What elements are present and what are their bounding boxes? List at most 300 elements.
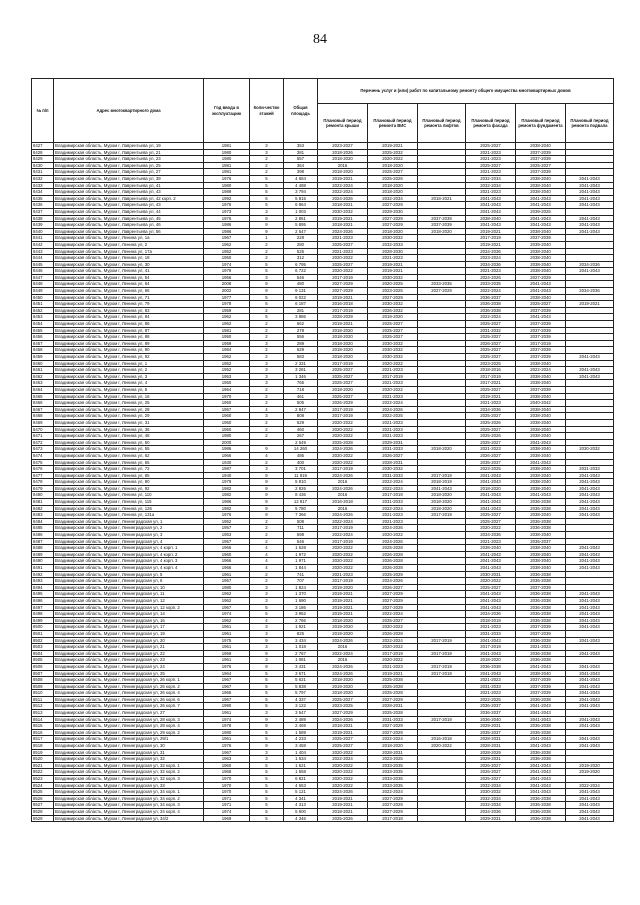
cell-roof: 2017-2019 [318,466,368,473]
cell-address: Владимирская область, Муром г, Ленинградская ул, 32 корп. 3 [54,776,204,783]
cell-address: Владимирская область, Муром г, Лаврентьева ул, 41 [54,182,204,189]
cell-id: 8467 [32,406,54,413]
cell-address: Владимирская область, Муром г, Ленинградская ул, 34 корп. 2 [54,795,204,802]
cell-floors: 9 [250,472,284,479]
table-row [32,446,614,453]
cell-roof: 2020-2022 [318,419,368,426]
cell-vis: 2030-2032 [368,274,418,281]
cell-elevators [418,386,466,393]
cell-area: 5 780 [284,505,318,512]
cell-area: 6 821 [284,776,318,783]
table-row [32,624,614,631]
cell-facade: 2041-2043 [466,637,516,644]
cell-elevators: 2017-2019 [418,663,466,670]
cell-address: Владимирская область, Муром г, Ленина ул, 92 [54,354,204,361]
cell-area: 825 [284,630,318,637]
cell-facade: 2041-2043 [466,222,516,229]
cell-address: Владимирская область, Муром г, Ленинградская ул, 28 корп. 4 [54,723,204,730]
cell-year: 1970 [204,782,250,789]
table-row [32,426,614,433]
cell-elevators [418,459,466,466]
cell-basement: 2041-2043 [566,367,614,374]
cell-elevators: 2033-2035 [418,281,466,288]
cell-roof: 2023-2025 [318,703,368,710]
cell-address: Владимирская область, Муром г, Ленина ул, 1а [54,235,204,242]
cell-address: Владимирская область, Муром г, Ленина ул, 92 [54,485,204,492]
cell-basement: 2041-2043 [566,743,614,750]
cell-id: 8456 [32,334,54,341]
cell-facade: 2025-2027 [466,347,516,354]
cell-year: 1974 [204,808,250,815]
cell-foundation: 2037-2039 [516,149,566,156]
cell-basement: 2019-2021 [566,301,614,308]
cell-id: 8482 [32,505,54,512]
cell-foundation: 2041-2043 [516,281,566,288]
cell-address: Владимирская область, Муром г, Ленинградская ул, 4 корп. 1 [54,545,204,552]
cell-facade: 2025-2026 [466,433,516,440]
cell-roof: 2020-2022 [318,545,368,552]
cell-floors: 5 [250,604,284,611]
cell-elevators [418,433,466,440]
cell-vis: 2022-2024 [368,479,418,486]
cell-basement: 2041-2043 [566,677,614,684]
header-address: Адрес многоквартирного дома [54,79,204,143]
cell-floors: 3 [250,584,284,591]
cell-facade: 2041-2043 [466,479,516,486]
table-row [32,175,614,182]
cell-facade: 2036-2040 [466,716,516,723]
cell-foundation: 2038-2040 [516,558,566,565]
cell-elevators [418,795,466,802]
cell-area: 3 671 [284,670,318,677]
cell-area: 5 121 [284,789,318,796]
cell-floors: 3 [250,624,284,631]
cell-vis: 2021-2023 [368,367,418,374]
cell-basement [566,452,614,459]
cell-basement: 2041-2043 [566,512,614,519]
cell-floors: 9 [250,492,284,499]
table-row [32,571,614,578]
cell-elevators: 2017-2019 [418,716,466,723]
cell-roof: 2024-2026 [318,228,368,235]
table-row [32,762,614,769]
cell-floors: 5 [250,677,284,684]
cell-address: Владимирская область, Муром г, Ленина ул, 66 [54,288,204,295]
cell-address: Владимирская область, Муром г, Ленинградская ул, 28 корп. 3 [54,716,204,723]
cell-foundation: 2036-2038 [516,637,566,644]
cell-floors: 3 [250,591,284,598]
header-basement: Плановый период ремонта подвала [566,104,614,143]
cell-id: 8447 [32,274,54,281]
cell-address: Владимирская область, Муром г, Ленина ул, 65 [54,459,204,466]
cell-floors: 5 [250,696,284,703]
cell-id: 8493 [32,578,54,585]
cell-vis: 2017-2019 [368,492,418,499]
cell-area: 4 341 [284,795,318,802]
cell-id: 8438 [32,215,54,222]
cell-year: 2008 [204,281,250,288]
cell-elevators: 2020-2022 [418,743,466,750]
cell-floors: 9 [250,637,284,644]
cell-foundation: 2037-2039 [516,321,566,328]
cell-year: 1962 [204,597,250,604]
cell-area: 629 [284,347,318,354]
cell-year: 1980 [204,156,250,163]
cell-roof: 2024-2026 [318,716,368,723]
cell-address: Владимирская область, Муром г, Ленинградская ул, 30 [54,743,204,750]
cell-roof: 2017-2019 [318,413,368,420]
cell-roof: 2024-2026 [318,195,368,202]
cell-basement [566,321,614,328]
cell-vis: 2026-2028 [368,630,418,637]
cell-address: Владимирская область, Муром г, Ленина ул, 4 [54,380,204,387]
cell-roof: 2025-2027 [318,261,368,268]
cell-year: 1957 [204,525,250,532]
cell-elevators [418,373,466,380]
cell-roof: 2017-2019 [318,538,368,545]
cell-roof: 2022-2024 [318,518,368,525]
cell-area: 400 [284,459,318,466]
cell-roof: 2018-2020 [318,169,368,176]
cell-floors: 3 [250,597,284,604]
cell-id: 8443 [32,248,54,255]
cell-elevators [418,255,466,262]
cell-vis: 2033-2035 [368,769,418,776]
cell-area: 3 434 [284,637,318,644]
cell-area: 381 [284,149,318,156]
cell-roof: 2020-2022 [318,749,368,756]
cell-id: 8528 [32,808,54,815]
cell-floors [250,439,284,446]
cell-elevators [418,729,466,736]
cell-foundation: 2041-2043 [516,202,566,209]
cell-foundation: 2041-2043 [516,716,566,723]
cell-address: Владимирская область, Муром г, Ленина ул, 84 [54,314,204,321]
header-elevators: Плановый период ремонта лифтов [418,104,466,143]
cell-floors: 2 [250,327,284,334]
cell-vis: 2019-2021 [368,268,418,275]
cell-foundation: 2041-2043 [516,789,566,796]
cell-floors: 9 [250,479,284,486]
cell-vis: 2017-2019 [368,650,418,657]
table-row [32,255,614,262]
cell-vis: 2026-2027 [368,584,418,591]
cell-vis: 2027-2029 [368,597,418,604]
cell-vis: 2022-2024 [368,505,418,512]
cell-floors: 5 [250,776,284,783]
cell-elevators [418,558,466,565]
cell-basement: 2041-2043 [566,617,614,624]
cell-facade: 2038-2040 [466,545,516,552]
cell-area: 2 826 [284,485,318,492]
cell-year: 1959 [204,650,250,657]
cell-id: 8481 [32,499,54,506]
cell-year: 1966 [204,545,250,552]
cell-vis: 2020-2022 [368,386,418,393]
table-row [32,604,614,611]
table-row [32,472,614,479]
cell-facade: 2025-2026 [466,419,516,426]
cell-year: 1984 [204,347,250,354]
cell-roof: 2024-2026 [318,485,368,492]
cell-basement [566,156,614,163]
cell-floors: 3 [250,644,284,651]
cell-elevators [418,677,466,684]
cell-foundation: 2036-2038 [516,604,566,611]
cell-vis: 2033-2035 [368,782,418,789]
cell-basement [566,314,614,321]
cell-year: 1964 [204,670,250,677]
cell-year: 1966 [204,558,250,565]
cell-vis: 2020-2022 [368,644,418,651]
cell-foundation: 2038-2040 [516,426,566,433]
cell-id: 8485 [32,525,54,532]
cell-floors: 2 [250,578,284,585]
cell-facade: 2019-2021 [466,393,516,400]
cell-address: Владимирская область, Муром г, Ленина ул, 86 [54,321,204,328]
cell-facade: 2034-2036 [466,532,516,539]
cell-basement: 2041-2043 [566,373,614,380]
cell-floors: 9 [250,512,284,519]
cell-elevators: 2037-2039 [418,215,466,222]
table-row [32,261,614,268]
cell-basement [566,776,614,783]
cell-basement: 2022-2024 [566,782,614,789]
cell-vis: 2017-2019 [368,373,418,380]
cell-address: Владимирская область, Муром г, Лаврентьева ул, 21 [54,149,204,156]
cell-roof: 2024-2026 [318,663,368,670]
cell-address: Владимирская область, Муром г, Ленинградская ул, 32 корп. 2 [54,769,204,776]
cell-elevators [418,703,466,710]
cell-facade: 2034-2036 [466,808,516,815]
cell-facade: 2038-2040 [466,215,516,222]
cell-basement: 2041-2043 [566,545,614,552]
header-facade: Плановый период ремонта фасада [466,104,516,143]
cell-elevators [418,591,466,598]
cell-foundation: 2041-2043 [516,492,566,499]
cell-elevators [418,235,466,242]
cell-address: Владимирская область, Муром г, Ленинградская ул, 26 корп. 4 [54,690,204,697]
cell-basement [566,644,614,651]
cell-id: 8483 [32,512,54,519]
cell-area: 5 838 [284,683,318,690]
cell-id: 8434 [32,189,54,196]
cell-year: 1976 [204,663,250,670]
cell-facade: 2041-2043 [466,505,516,512]
cell-vis: 2021-2023 [368,426,418,433]
cell-elevators [418,604,466,611]
cell-elevators: 2017-2019 [418,650,466,657]
cell-basement: 2041-2043 [566,175,614,182]
cell-floors: 5 [250,182,284,189]
cell-facade: 2025-2027 [466,512,516,519]
table-row [32,492,614,499]
cell-area: 1 370 [284,591,318,598]
cell-roof: 2020-2022 [318,268,368,275]
cell-basement [566,406,614,413]
cell-address: Владимирская область, Муром г, Ленина ул, 36 [54,426,204,433]
table-row [32,808,614,815]
cell-id: 8504 [32,650,54,657]
cell-floors: 9 [250,663,284,670]
cell-id: 8429 [32,156,54,163]
cell-floors: 3 [250,274,284,281]
cell-address: Владимирская область, Муром г, Ленинградская ул, 11 [54,591,204,598]
cell-foundation: 2017-2019 [516,340,566,347]
table-row [32,696,614,703]
cell-area: 1 621 [284,762,318,769]
cell-roof: 2016 [318,162,368,169]
cell-facade: 2032-2034 [466,802,516,809]
cell-floors: 9 [250,650,284,657]
cell-roof: 2027-2029 [318,288,368,295]
cell-roof: 2021-2023 [318,248,368,255]
cell-area: 556 [284,334,318,341]
cell-floors: 4 [250,565,284,572]
cell-elevators [418,657,466,664]
cell-elevators [418,261,466,268]
cell-elevators [418,149,466,156]
cell-area: 461 [284,393,318,400]
cell-foundation: 2038-2040 [516,261,566,268]
cell-area: 3 952 [284,611,318,618]
cell-year: 1968 [204,769,250,776]
cell-area: 6 864 [284,202,318,209]
cell-vis: 2027-2029 [368,723,418,730]
cell-vis: 2017-2018 [368,815,418,822]
cell-facade: 2021-2023 [466,169,516,176]
cell-year: 1976 [204,175,250,182]
cell-roof: 2019-2021 [318,604,368,611]
cell-id: 8520 [32,756,54,763]
cell-facade: 2028-2029 [466,749,516,756]
cell-roof: 2020-2022 [318,565,368,572]
cell-foundation: 2038-2040 [516,512,566,519]
cell-roof: 2016-2018 [318,301,368,308]
cell-basement: 2041-2043 [566,479,614,486]
cell-basement [566,571,614,578]
cell-year: 1961 [204,624,250,631]
cell-elevators [418,380,466,387]
cell-facade: 2025-2027 [466,584,516,591]
cell-id: 8437 [32,208,54,215]
cell-facade: 2026-2027 [466,762,516,769]
header-floors: Коли-чество этажей [250,79,284,143]
cell-roof: 2016-2018 [318,499,368,506]
cell-elevators [418,202,466,209]
cell-facade: 2019-2021 [466,228,516,235]
cell-facade: 2025-2027 [466,426,516,433]
cell-facade: 2033-2035 [466,281,516,288]
cell-roof: 2024-2026 [318,446,368,453]
cell-facade: 2025-2027 [466,334,516,341]
cell-elevators [418,683,466,690]
cell-area: 505 [284,400,318,407]
cell-id: 8513 [32,710,54,717]
cell-facade: 2035-2037 [466,459,516,466]
cell-id: 8475 [32,459,54,466]
cell-area: 3 794 [284,189,318,196]
cell-floors: 4 [250,617,284,624]
cell-area: 486 [284,452,318,459]
cell-floors: 9 [250,723,284,730]
cell-id: 8511 [32,696,54,703]
cell-year: 1980 [204,149,250,156]
cell-id: 8457 [32,340,54,347]
cell-area: 1 921 [284,624,318,631]
cell-year: 1974 [204,611,250,618]
table-row [32,532,614,539]
cell-floors: 2 [250,532,284,539]
cell-id: 8464 [32,386,54,393]
cell-roof: 2016 [318,657,368,664]
cell-year: 1978 [204,723,250,730]
cell-foundation: 2041-2043 [516,288,566,295]
cell-address: Владимирская область, Муром г, Ленинградская ул, 5 [54,571,204,578]
cell-foundation: 2038-2040 [516,419,566,426]
cell-area: 3 122 [284,703,318,710]
cell-roof: 2020-2022 [318,776,368,783]
cell-foundation: 2036-2038 [516,756,566,763]
cell-floors: 5 [250,175,284,182]
cell-vis: 2025-2028 [368,683,418,690]
cell-year: 1981 [204,327,250,334]
cell-id: 8465 [32,393,54,400]
cell-roof: 2024-2026 [318,637,368,644]
cell-floors: 9 [250,228,284,235]
cell-foundation: 2036-2038 [516,525,566,532]
cell-elevators: 2018-2020 [418,499,466,506]
cell-foundation: 2037-2039 [516,630,566,637]
cell-elevators [418,525,466,532]
cell-year: 1981 [204,162,250,169]
cell-floors: 2 [250,321,284,328]
cell-elevators [418,439,466,446]
cell-roof: 2023-2027 [318,143,368,150]
cell-id: 8487 [32,538,54,545]
cell-elevators [418,518,466,525]
cell-roof: 2019-2021 [318,175,368,182]
cell-elevators [418,584,466,591]
cell-foundation: 2038-2040 [516,360,566,367]
cell-facade: 2023-2025 [466,466,516,473]
cell-roof: 2016 [318,492,368,499]
cell-area: 525 [284,248,318,255]
cell-elevators [418,690,466,697]
cell-basement: 2041-2043 [566,565,614,572]
cell-foundation: 2041-2043 [516,459,566,466]
cell-roof: 2019-2020 [318,630,368,637]
cell-address: Владимирская область, Муром г, Ленина ул, 54 [54,274,204,281]
cell-address: Владимирская область, Муром г, Лаврентьева ул, 27 [54,169,204,176]
cell-elevators: 2018-2021 [418,195,466,202]
cell-facade: 2035-2037 [466,729,516,736]
table-row [32,169,614,176]
cell-address: Владимирская область, Муром г, Ленина ул, 2 [54,367,204,374]
cell-id: 8459 [32,354,54,361]
cell-basement [566,756,614,763]
cell-address: Владимирская область, Муром г, Ленинградская ул, 31 [54,749,204,756]
cell-floors: 2 [250,459,284,466]
cell-elevators [418,406,466,413]
cell-elevators [418,815,466,822]
cell-address: Владимирская область, Муром г, Ленина ул, 2 [54,241,204,248]
cell-roof: 2022-2024 [318,532,368,539]
cell-foundation: 2038-2040 [516,413,566,420]
cell-foundation: 2038-2040 [516,175,566,182]
cell-year: 1961 [204,657,250,664]
cell-elevators [418,208,466,215]
